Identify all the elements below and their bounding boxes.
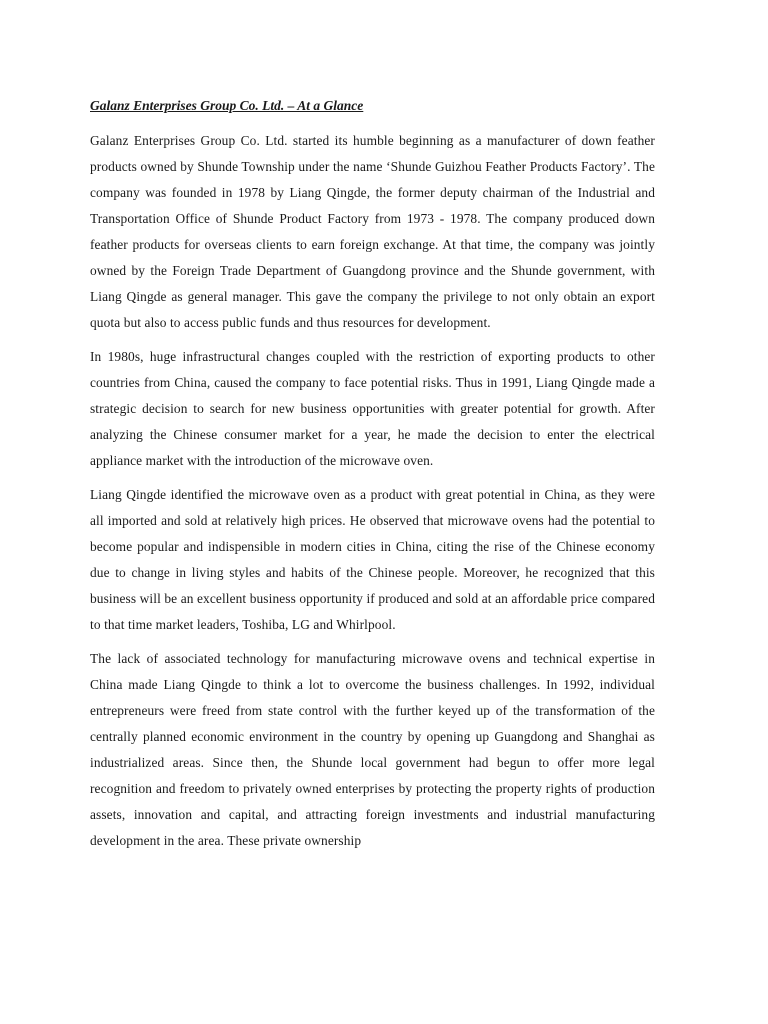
document-title: Galanz Enterprises Group Co. Ltd. – At a Glance: [90, 98, 364, 113]
paragraph-4: The lack of associated technology for manufacturing microwave ovens and technical expertise in China made Liang Qingde to think a lot to overcome the business challenges. In 1992, individual entrepreneurs were freed from state control with the further keyed up of the transformation of the centrally planned economic environment in the country by opening up Guangdong and Shanghai as industrialized areas. Since then, the Shunde local government had begun to offer more legal recognition and freedom to privately owned enterprises by protecting the property rights of production assets, innovation and capital, and attracting foreign investments and industrial manufacturing development in the area. These private ownership: [90, 651, 655, 848]
paragraph-1: Galanz Enterprises Group Co. Ltd. started its humble beginning as a manufacturer of down feather products owned by Shunde Township under the name ‘Shunde Guizhou Feather Products Factory’. The company was founded in 1978 by Liang Qingde, the former deputy chairman of the Industrial and Transportation Office of Shunde Product Factory from 1973 - 1978. The company produced down feather products for overseas clients to earn foreign exchange. At that time, the company was jointly owned by the Foreign Trade Department of Guangdong province and the Shunde government, with Liang Qingde as general manager. This gave the company the privilege to not only obtain an export quota but also to access public funds and thus resources for development.: [90, 133, 655, 330]
paragraph-3: Liang Qingde identified the microwave oven as a product with great potential in China, as they were all imported and sold at relatively high prices. He observed that microwave ovens had the potential to become popular and indispensible in modern cities in China, citing the rise of the Chinese economy due to change in living styles and habits of the Chinese people. Moreover, he recognized that this business will be an excellent business opportunity if produced and sold at an affordable price compared to that time market leaders, Toshiba, LG and Whirlpool.: [90, 487, 655, 632]
document-page: [90, 94, 655, 862]
paragraph-2: In 1980s, huge infrastructural changes coupled with the restriction of exporting products to other countries from China, caused the company to face potential risks. Thus in 1991, Liang Qingde made a strategic decision to search for new business opportunities with greater potential for growth. After analyzing the Chinese consumer market for a year, he made the decision to enter the electrical appliance market with the introduction of the microwave oven.: [90, 349, 655, 468]
